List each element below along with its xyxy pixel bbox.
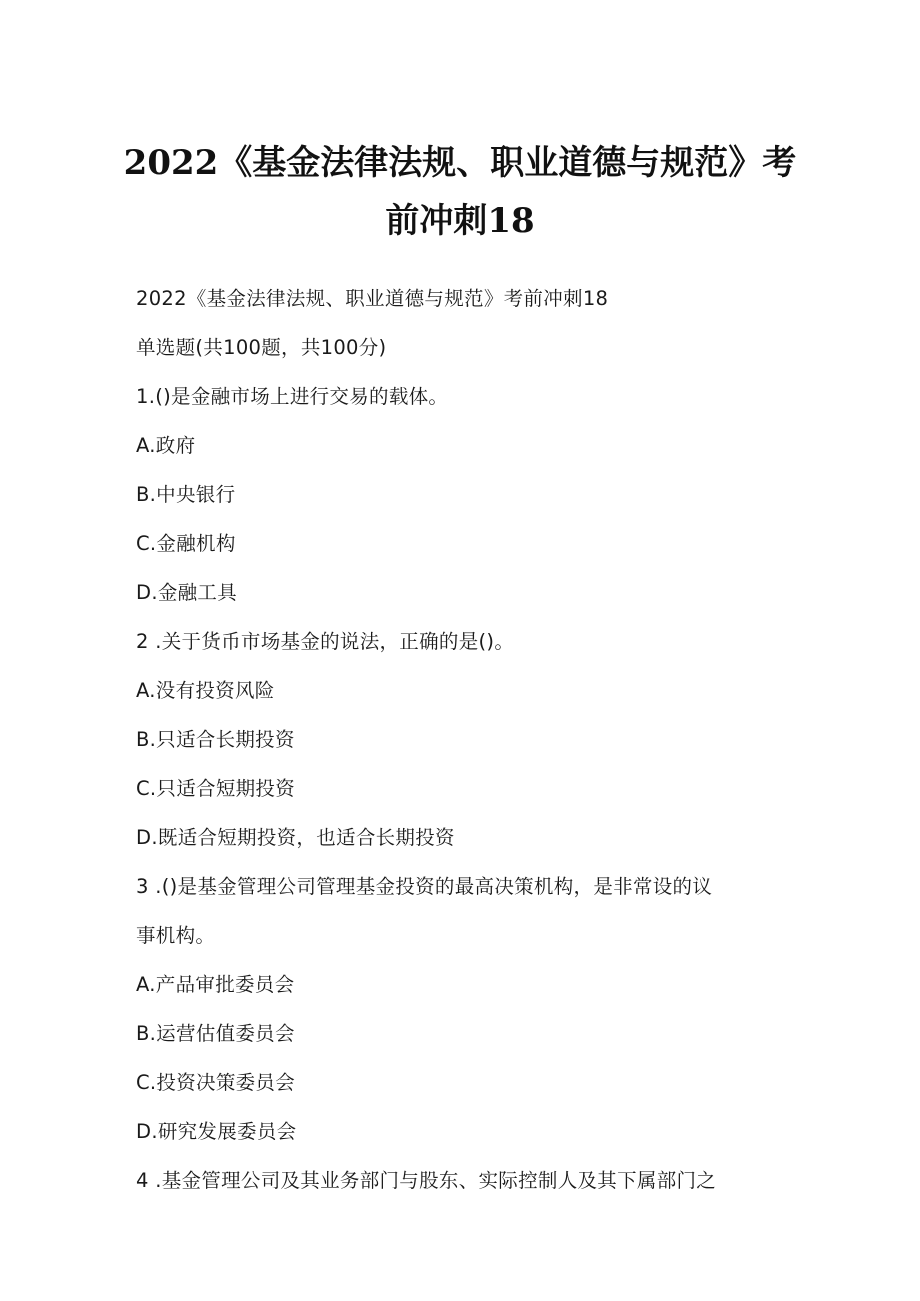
document-subtitle: 2022《基金法律法规、职业道德与规范》考前冲刺18 [136,287,609,310]
question-3-option-c: C.投资决策委员会 [136,1071,296,1094]
question-2-option-a: A.没有投资风险 [136,679,275,702]
question-3-option-b: B.运营估值委员会 [136,1022,295,1045]
section-heading: 单选题(共100题，共100分) [136,336,387,359]
question-3-option-a: A.产品审批委员会 [136,973,295,996]
question-2-option-b: B.只适合长期投资 [136,728,295,751]
question-3-option-d: D.研究发展委员会 [136,1120,297,1143]
question-1-option-d: D.金融工具 [136,581,238,604]
question-1-option-a: A.政府 [136,434,196,457]
question-3-stem: 3 .()是基金管理公司管理基金投资的最高决策机构，是非常设的议 [136,875,713,898]
question-2-option-d: D.既适合短期投资，也适合长期投资 [136,826,455,849]
document-title-line-2: 前冲刺18 [385,201,535,241]
question-2-option-c: C.只适合短期投资 [136,777,296,800]
question-1-stem: 1.()是金融市场上进行交易的载体。 [136,385,449,408]
question-4-stem: 4 .基金管理公司及其业务部门与股东、实际控制人及其下属部门之 [136,1169,717,1192]
question-1-option-c: C.金融机构 [136,532,236,555]
question-2-stem: 2 .关于货币市场基金的说法，正确的是()。 [136,630,515,653]
document-title-line-1: 2022《基金法律法规、职业道德与规范》考 [123,143,797,183]
question-3-stem-continued: 事机构。 [136,924,216,947]
question-1-option-b: B.中央银行 [136,483,236,506]
